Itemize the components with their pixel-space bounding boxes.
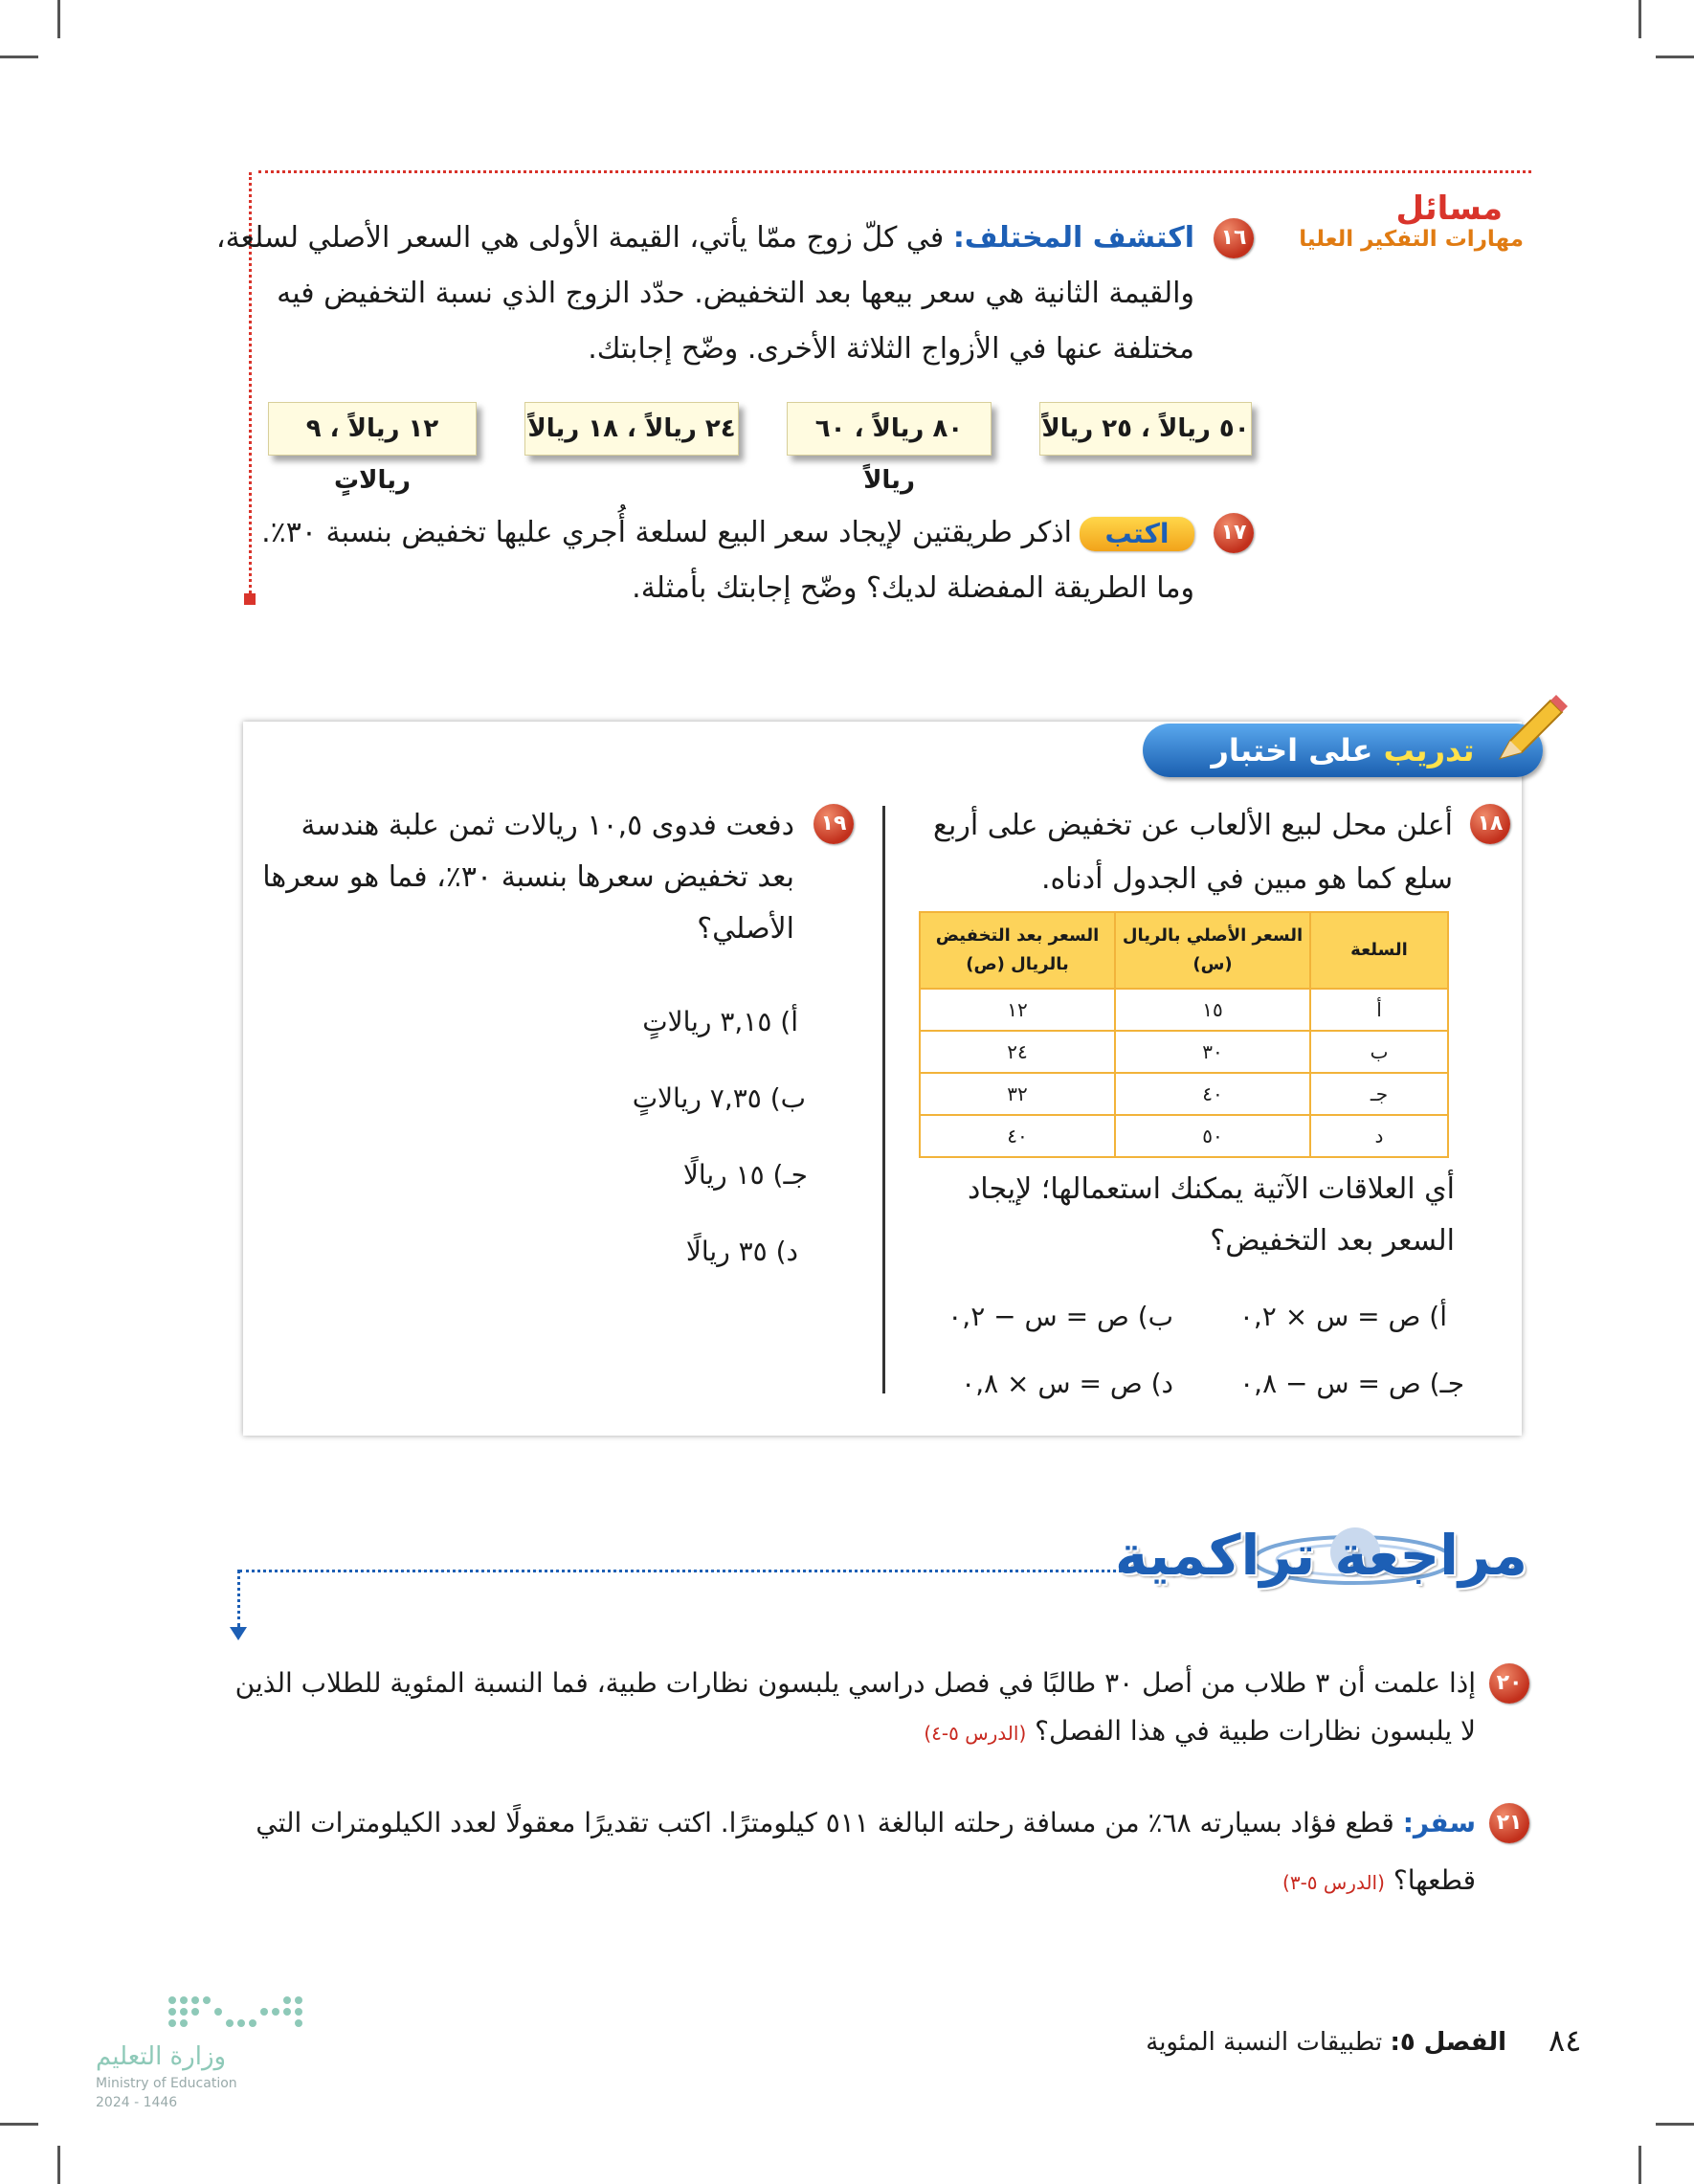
question-number-badge: ٢٠ — [1489, 1663, 1529, 1704]
table-row — [920, 989, 1448, 1031]
answer-option[interactable]: ب) ص = س − ٠,٢ — [947, 1301, 1173, 1332]
q20-line2 — [924, 1707, 1476, 1757]
page-number: ٨٤ — [1549, 2022, 1582, 2059]
table-row — [920, 1073, 1448, 1115]
crop-mark — [57, 2146, 60, 2184]
problems-title: مسائل — [1395, 189, 1503, 228]
q18-question-line1: أي العلاقات الآتية يمكنك استعمالها؛ لإيجاد — [967, 1172, 1455, 1206]
q16-line1 — [216, 214, 1194, 262]
table-header: السلعة — [1310, 912, 1448, 989]
lesson-reference: (الدرس ٥-٤) — [924, 1722, 1027, 1745]
chapter-footer — [1146, 2023, 1506, 2061]
table-header: السعر الأصلي بالريال (س) — [1115, 912, 1310, 989]
table-cell: ب — [1310, 1031, 1448, 1073]
crop-mark — [1656, 56, 1694, 58]
q19-line2: بعد تخفيض سعرها بنسبة ٣٠٪، فما هو سعرها — [262, 860, 794, 894]
table-cell: ٤٠ — [920, 1115, 1115, 1157]
question-number-badge: ١٦ — [1214, 218, 1254, 258]
question-number-badge: ١٧ — [1214, 513, 1254, 553]
q20-text: لا يلبسون نظارات طبية في هذا الفصل؟ — [1035, 1715, 1476, 1747]
table-cell: ١٥ — [1115, 989, 1310, 1031]
table-cell: ٣٠ — [1115, 1031, 1310, 1073]
q19-line1: دفعت فدوى ١٠,٥ ريالات ثمن علبة هندسة — [301, 809, 794, 842]
review-dotted-line — [239, 1570, 1122, 1572]
crop-mark — [57, 0, 60, 38]
write-label: اكتب — [1080, 517, 1194, 551]
table-cell: جـ — [1310, 1073, 1448, 1115]
price-pair-card: ١٢ ريالاً ، ٩ ريالاتٍ — [268, 402, 477, 456]
review-title: مراجعة تراكمية — [1115, 1523, 1527, 1588]
answer-option[interactable]: ب) ٧,٣٥ ريالاتٍ — [632, 1082, 806, 1114]
crop-mark — [1638, 2146, 1641, 2184]
answer-option[interactable]: أ) ٣,١٥ ريالاتٍ — [642, 1006, 798, 1037]
section-frame-end — [244, 593, 256, 605]
answer-option[interactable]: د) ٣٥ ريالًا — [685, 1236, 798, 1267]
table-cell: ٥٠ — [1115, 1115, 1310, 1157]
answer-option[interactable]: جـ) ص = س − ٠,٨ — [1239, 1368, 1464, 1399]
ministry-name-arabic: وزارة التعليم — [96, 2042, 227, 2071]
q19-line3: الأصلي؟ — [697, 912, 794, 946]
q16-text: في كلّ زوج ممّا يأتي، القيمة الأولى هي السعر الأصلي لسلعة، — [215, 221, 945, 255]
question-number-badge: ١٩ — [814, 804, 854, 844]
banner-word-test: على اختبار — [1211, 732, 1373, 769]
q16-line3: مختلفة عنها في الأزواج الثلاثة الأخرى. وضّح إجابتك. — [588, 332, 1194, 366]
section-frame-top — [258, 170, 1531, 173]
chapter-label: الفصل ٥: — [1390, 2028, 1506, 2057]
pencil-icon — [1493, 691, 1570, 768]
problems-subtitle: مهارات التفكير العليا — [1299, 227, 1524, 252]
chapter-title: تطبيقات النسبة المئوية — [1146, 2028, 1383, 2057]
table-cell: د — [1310, 1115, 1448, 1157]
price-pair-card: ٢٤ ريالاً ، ١٨ ريالاً — [524, 402, 739, 456]
discount-table — [919, 911, 1449, 1158]
q18-line2: سلع كما هو مبين في الجدول أدناه. — [1040, 862, 1453, 896]
crop-mark — [0, 56, 38, 58]
question-number-badge: ٢١ — [1489, 1803, 1529, 1843]
table-header: السعر بعد التخفيض بالريال (ص) — [920, 912, 1115, 989]
q17-line1: اذكر طريقتين لإيجاد سعر البيع لسلعة أُجري عليها تخفيض بنسبة ٣٠٪. — [261, 516, 1072, 549]
answer-option[interactable]: د) ص = س × ٠,٨ — [961, 1368, 1173, 1399]
q17-line2: وما الطريقة المفضلة لديك؟ وضّح إجابتك بأمثلة. — [632, 571, 1194, 605]
test-practice-banner — [1143, 724, 1543, 777]
table-cell: ١٢ — [920, 989, 1115, 1031]
q21-text: قطع فؤاد بسيارته ٦٨٪ من مسافة رحلته البالغة ٥١١ كيلومترًا. اكتب تقديرًا معقولًا لعدد الكيلومترات التي — [256, 1807, 1394, 1839]
ministry-logo-icon — [163, 1993, 316, 2035]
q20-line1: إذا علمت أن ٣ طلاب من أصل ٣٠ طالبًا في فصل دراسي يلبسون نظارات طبية، فما النسبة المئوية للطلاب الذين — [234, 1667, 1476, 1699]
answer-option[interactable]: أ) ص = س × ٠,٢ — [1238, 1301, 1447, 1332]
table-cell: ٤٠ — [1115, 1073, 1310, 1115]
crop-mark — [0, 2123, 38, 2126]
answer-option[interactable]: جـ) ١٥ ريالًا — [682, 1159, 808, 1191]
ministry-year: 2024 - 1446 — [96, 2095, 178, 2110]
q21-line2 — [1282, 1857, 1476, 1906]
q18-line1: أعلن محل لبيع الألعاب عن تخفيض على أربع — [933, 809, 1453, 842]
table-cell: أ — [1310, 989, 1448, 1031]
review-dotted-line-vertical — [237, 1570, 240, 1627]
q16-line2: والقيمة الثانية هي سعر بيعها بعد التخفيض. حدّد الزوج الذي نسبة التخفيض فيه — [277, 277, 1194, 310]
q18-question-line2: السعر بعد التخفيض؟ — [1210, 1224, 1455, 1258]
price-pair-card: ٨٠ ريالاً ، ٦٠ ريالاً — [787, 402, 992, 456]
q21-line1 — [256, 1799, 1476, 1847]
table-cell: ٣٢ — [920, 1073, 1115, 1115]
column-divider — [882, 806, 885, 1393]
q16-label: اكتشف المختلف: — [952, 221, 1194, 255]
arrow-down-icon — [230, 1627, 247, 1640]
table-row — [920, 1031, 1448, 1073]
question-number-badge: ١٨ — [1470, 804, 1510, 844]
crop-mark — [1656, 2123, 1694, 2126]
banner-word-practice: تدريب — [1383, 732, 1475, 769]
lesson-reference: (الدرس ٥-٣) — [1282, 1871, 1385, 1894]
table-cell: ٢٤ — [920, 1031, 1115, 1073]
crop-mark — [1638, 0, 1641, 38]
q21-label: سفر: — [1402, 1807, 1476, 1839]
table-row — [920, 1115, 1448, 1157]
ministry-name-english: Ministry of Education — [96, 2076, 237, 2091]
price-pair-card: ٥٠ ريالاً ، ٢٥ ريالاً — [1039, 402, 1252, 456]
q21-text-2: قطعها؟ — [1393, 1864, 1476, 1896]
